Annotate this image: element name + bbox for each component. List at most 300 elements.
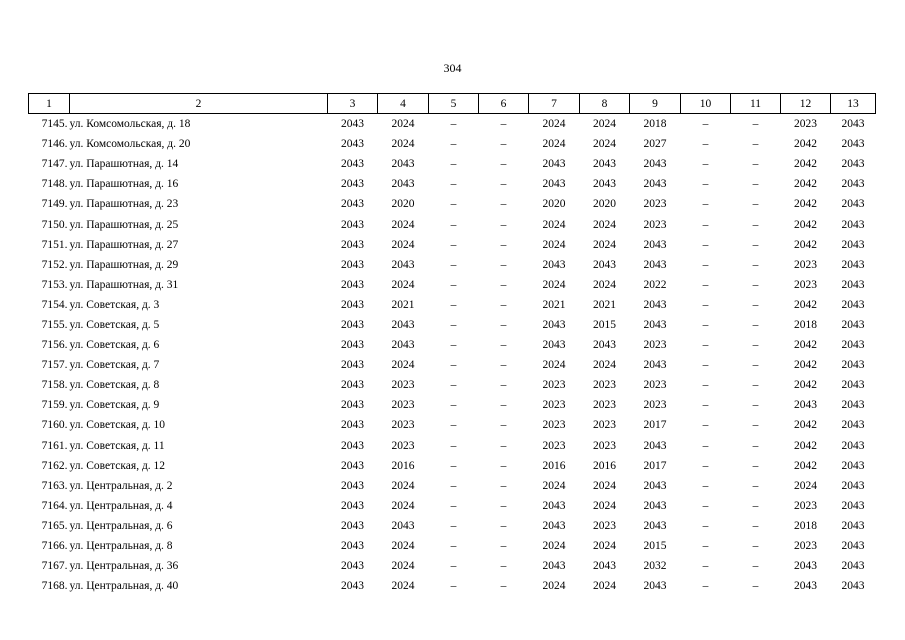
year-cell-col-9: 2043	[643, 178, 667, 191]
year-cell-col-6: –	[500, 439, 507, 452]
year-cell-col-5: –	[450, 298, 457, 311]
year-cell-col-12: 2042	[794, 238, 817, 251]
year-cell-col-3: 2043	[341, 560, 364, 573]
year-cell-col-11: –	[752, 379, 759, 392]
year-cell-col-11: –	[752, 540, 759, 553]
year-cell-col-8: 2023	[593, 379, 616, 392]
year-cell-col-8: 2024	[593, 479, 616, 492]
year-cell-col-8: 2021	[593, 298, 616, 311]
year-cell-col-11: –	[752, 499, 759, 512]
year-cell-col-10: –	[702, 318, 709, 331]
row-number: 7145.	[41, 118, 68, 131]
address-cell: ул. Парашютная, д. 14	[69, 158, 179, 171]
year-cell-col-5: –	[450, 218, 457, 231]
year-cell-col-3: 2043	[341, 238, 364, 251]
address-cell: ул. Центральная, д. 36	[69, 560, 179, 573]
year-cell-col-10: –	[702, 359, 709, 372]
address-cell: ул. Советская, д. 9	[69, 399, 160, 412]
year-cell-col-7: 2043	[542, 158, 566, 171]
year-cell-col-7: 2020	[542, 198, 566, 211]
year-cell-col-9: 2043	[643, 580, 667, 593]
year-cell-col-8: 2024	[593, 278, 616, 291]
year-cell-col-7: 2043	[542, 178, 566, 191]
year-cell-col-9: 2023	[643, 339, 667, 352]
year-cell-col-13: 2043	[841, 118, 865, 131]
row-number: 7150.	[41, 218, 68, 231]
table-row	[29, 576, 876, 596]
year-cell-col-6: –	[500, 258, 507, 271]
year-cell-col-12: 2023	[794, 278, 817, 291]
year-cell-col-13: 2043	[841, 399, 865, 412]
year-cell-col-3: 2043	[341, 218, 364, 231]
table-row	[29, 375, 876, 395]
column-header-2: 2	[70, 94, 328, 114]
table-row	[29, 214, 876, 234]
year-cell-col-13: 2043	[841, 459, 865, 472]
year-cell-col-13: 2043	[841, 198, 865, 211]
address-cell: ул. Центральная, д. 6	[69, 519, 173, 532]
year-cell-col-6: –	[500, 198, 507, 211]
address-cell: ул. Комсомольская, д. 20	[69, 138, 191, 151]
year-cell-col-6: –	[500, 158, 507, 171]
year-cell-col-4: 2043	[391, 339, 415, 352]
year-cell-col-5: –	[450, 479, 457, 492]
year-cell-col-4: 2023	[391, 439, 415, 452]
year-cell-col-9: 2043	[643, 359, 667, 372]
year-cell-col-7: 2023	[542, 439, 566, 452]
year-cell-col-12: 2042	[794, 379, 817, 392]
year-cell-col-11: –	[752, 218, 759, 231]
column-header-1: 1	[29, 94, 70, 114]
column-header-6: 6	[479, 94, 529, 114]
year-cell-col-4: 2024	[391, 278, 415, 291]
year-cell-col-9: 2015	[643, 540, 667, 553]
row-number: 7156.	[41, 339, 68, 352]
year-cell-col-9: 2027	[643, 138, 667, 151]
year-cell-col-3: 2043	[341, 439, 364, 452]
year-cell-col-8: 2043	[593, 258, 616, 271]
year-cell-col-11: –	[752, 459, 759, 472]
row-number: 7152.	[41, 258, 68, 271]
address-cell: ул. Парашютная, д. 23	[69, 198, 179, 211]
year-cell-col-13: 2043	[841, 419, 865, 432]
year-cell-col-13: 2043	[841, 258, 865, 271]
column-header-12: 12	[781, 94, 831, 114]
year-cell-col-10: –	[702, 118, 709, 131]
row-number: 7154.	[41, 298, 68, 311]
year-cell-col-3: 2043	[341, 399, 364, 412]
year-cell-col-12: 2023	[794, 258, 817, 271]
column-header-9: 9	[630, 94, 681, 114]
address-cell: ул. Советская, д. 8	[69, 379, 160, 392]
row-number: 7149.	[41, 198, 68, 211]
year-cell-col-4: 2024	[391, 118, 415, 131]
year-cell-col-4: 2024	[391, 359, 415, 372]
page-number: 304	[443, 61, 462, 75]
row-number: 7151.	[41, 238, 68, 251]
year-cell-col-4: 2016	[391, 459, 415, 472]
year-cell-col-3: 2043	[341, 178, 364, 191]
row-number: 7148.	[41, 178, 68, 191]
year-cell-col-12: 2018	[794, 519, 817, 532]
address-cell: ул. Парашютная, д. 27	[69, 238, 179, 251]
year-cell-col-9: 2043	[643, 479, 667, 492]
year-cell-col-11: –	[752, 439, 759, 452]
column-header-5: 5	[429, 94, 479, 114]
year-cell-col-6: –	[500, 499, 507, 512]
year-cell-col-8: 2043	[593, 560, 616, 573]
table-row	[29, 255, 876, 275]
year-cell-col-5: –	[450, 138, 457, 151]
year-cell-col-6: –	[500, 359, 507, 372]
year-cell-col-4: 2043	[391, 318, 415, 331]
year-cell-col-4: 2024	[391, 138, 415, 151]
address-cell: ул. Парашютная, д. 29	[69, 258, 179, 271]
year-cell-col-10: –	[702, 158, 709, 171]
year-cell-col-8: 2024	[593, 499, 616, 512]
address-cell: ул. Советская, д. 12	[69, 459, 166, 472]
year-cell-col-5: –	[450, 580, 457, 593]
year-cell-col-5: –	[450, 158, 457, 171]
year-cell-col-7: 2043	[542, 258, 566, 271]
year-cell-col-4: 2043	[391, 178, 415, 191]
year-cell-col-12: 2042	[794, 138, 817, 151]
year-cell-col-9: 2023	[643, 379, 667, 392]
year-cell-col-3: 2043	[341, 499, 364, 512]
year-cell-col-11: –	[752, 178, 759, 191]
table-row	[29, 415, 876, 435]
year-cell-col-6: –	[500, 479, 507, 492]
year-cell-col-4: 2024	[391, 560, 415, 573]
year-cell-col-11: –	[752, 118, 759, 131]
year-cell-col-12: 2043	[794, 399, 817, 412]
year-cell-col-8: 2043	[593, 339, 616, 352]
year-cell-col-3: 2043	[341, 339, 364, 352]
year-cell-col-12: 2023	[794, 118, 817, 131]
year-cell-col-3: 2043	[341, 519, 364, 532]
year-cell-col-7: 2043	[542, 318, 566, 331]
row-number: 7146.	[41, 138, 68, 151]
year-cell-col-8: 2043	[593, 158, 616, 171]
year-cell-col-7: 2016	[542, 459, 566, 472]
year-cell-col-8: 2023	[593, 419, 616, 432]
year-cell-col-7: 2023	[542, 399, 566, 412]
year-cell-col-3: 2043	[341, 419, 364, 432]
year-cell-col-4: 2023	[391, 379, 415, 392]
year-cell-col-5: –	[450, 459, 457, 472]
year-cell-col-9: 2043	[643, 519, 667, 532]
year-cell-col-3: 2043	[341, 138, 364, 151]
year-cell-col-9: 2023	[643, 399, 667, 412]
year-cell-col-9: 2017	[643, 459, 667, 472]
year-cell-col-10: –	[702, 339, 709, 352]
year-cell-col-13: 2043	[841, 439, 865, 452]
year-cell-col-11: –	[752, 238, 759, 251]
column-header-10: 10	[681, 94, 731, 114]
row-number: 7147.	[41, 158, 68, 171]
year-cell-col-8: 2024	[593, 359, 616, 372]
year-cell-col-11: –	[752, 479, 759, 492]
year-cell-col-5: –	[450, 258, 457, 271]
row-number: 7162.	[41, 459, 68, 472]
year-cell-col-9: 2043	[643, 158, 667, 171]
table-row	[29, 194, 876, 214]
year-cell-col-12: 2023	[794, 540, 817, 553]
table-row	[29, 436, 876, 456]
year-cell-col-8: 2016	[593, 459, 616, 472]
year-cell-col-9: 2023	[643, 198, 667, 211]
year-cell-col-10: –	[702, 479, 709, 492]
year-cell-col-9: 2023	[643, 218, 667, 231]
year-cell-col-7: 2023	[542, 419, 566, 432]
year-cell-col-13: 2043	[841, 359, 865, 372]
data-table	[28, 93, 876, 596]
year-cell-col-6: –	[500, 339, 507, 352]
year-cell-col-11: –	[752, 278, 759, 291]
year-cell-col-6: –	[500, 419, 507, 432]
table-row	[29, 556, 876, 576]
address-cell: ул. Центральная, д. 40	[69, 580, 179, 593]
year-cell-col-9: 2043	[643, 499, 667, 512]
year-cell-col-11: –	[752, 258, 759, 271]
year-cell-col-7: 2043	[542, 339, 566, 352]
row-number: 7155.	[41, 318, 68, 331]
year-cell-col-3: 2043	[341, 258, 364, 271]
year-cell-col-3: 2043	[341, 158, 364, 171]
row-number: 7161.	[41, 439, 68, 452]
year-cell-col-8: 2023	[593, 519, 616, 532]
year-cell-col-6: –	[500, 459, 507, 472]
year-cell-col-4: 2043	[391, 158, 415, 171]
column-header-3: 3	[328, 94, 378, 114]
year-cell-col-6: –	[500, 318, 507, 331]
year-cell-col-6: –	[500, 540, 507, 553]
year-cell-col-5: –	[450, 278, 457, 291]
year-cell-col-7: 2024	[542, 238, 566, 251]
year-cell-col-8: 2024	[593, 540, 616, 553]
row-number: 7167.	[41, 560, 68, 573]
year-cell-col-11: –	[752, 359, 759, 372]
table-row	[29, 295, 876, 315]
year-cell-col-7: 2024	[542, 580, 566, 593]
year-cell-col-13: 2043	[841, 318, 865, 331]
year-cell-col-12: 2024	[794, 479, 817, 492]
year-cell-col-6: –	[500, 178, 507, 191]
year-cell-col-3: 2043	[341, 459, 364, 472]
year-cell-col-10: –	[702, 218, 709, 231]
year-cell-col-7: 2023	[542, 379, 566, 392]
year-cell-col-13: 2043	[841, 138, 865, 151]
year-cell-col-11: –	[752, 198, 759, 211]
year-cell-col-9: 2017	[643, 419, 667, 432]
address-cell: ул. Парашютная, д. 25	[69, 218, 179, 231]
year-cell-col-7: 2043	[542, 560, 566, 573]
year-cell-col-5: –	[450, 238, 457, 251]
year-cell-col-9: 2043	[643, 258, 667, 271]
year-cell-col-5: –	[450, 399, 457, 412]
year-cell-col-5: –	[450, 379, 457, 392]
year-cell-col-3: 2043	[341, 298, 364, 311]
year-cell-col-10: –	[702, 459, 709, 472]
year-cell-col-6: –	[500, 519, 507, 532]
year-cell-col-6: –	[500, 298, 507, 311]
year-cell-col-11: –	[752, 560, 759, 573]
year-cell-col-10: –	[702, 580, 709, 593]
year-cell-col-13: 2043	[841, 560, 865, 573]
table-row	[29, 395, 876, 415]
year-cell-col-4: 2024	[391, 238, 415, 251]
year-cell-col-5: –	[450, 540, 457, 553]
year-cell-col-10: –	[702, 519, 709, 532]
year-cell-col-11: –	[752, 339, 759, 352]
year-cell-col-3: 2043	[341, 359, 364, 372]
address-cell: ул. Парашютная, д. 31	[69, 278, 179, 291]
address-cell: ул. Центральная, д. 4	[69, 499, 173, 512]
table-row	[29, 335, 876, 355]
year-cell-col-5: –	[450, 178, 457, 191]
year-cell-col-12: 2042	[794, 419, 817, 432]
year-cell-col-12: 2018	[794, 318, 817, 331]
address-cell: ул. Советская, д. 6	[69, 339, 160, 352]
year-cell-col-4: 2024	[391, 499, 415, 512]
year-cell-col-10: –	[702, 238, 709, 251]
year-cell-col-7: 2024	[542, 359, 566, 372]
address-cell: ул. Комсомольская, д. 18	[69, 118, 191, 131]
year-cell-col-4: 2024	[391, 540, 415, 553]
row-number: 7157.	[41, 359, 68, 372]
year-cell-col-10: –	[702, 298, 709, 311]
address-cell: ул. Советская, д. 10	[69, 419, 166, 432]
year-cell-col-7: 2024	[542, 278, 566, 291]
year-cell-col-7: 2024	[542, 118, 566, 131]
year-cell-col-6: –	[500, 238, 507, 251]
year-cell-col-11: –	[752, 298, 759, 311]
table-row	[29, 355, 876, 375]
year-cell-col-13: 2043	[841, 519, 865, 532]
year-cell-col-11: –	[752, 419, 759, 432]
year-cell-col-6: –	[500, 580, 507, 593]
year-cell-col-12: 2042	[794, 198, 817, 211]
year-cell-col-7: 2043	[542, 519, 566, 532]
year-cell-col-13: 2043	[841, 218, 865, 231]
year-cell-col-8: 2024	[593, 238, 616, 251]
table-row	[29, 235, 876, 255]
year-cell-col-3: 2043	[341, 118, 364, 131]
year-cell-col-5: –	[450, 499, 457, 512]
year-cell-col-8: 2015	[593, 318, 616, 331]
column-header-8: 8	[580, 94, 630, 114]
year-cell-col-10: –	[702, 499, 709, 512]
year-cell-col-7: 2021	[542, 298, 566, 311]
row-number: 7165.	[41, 519, 68, 532]
year-cell-col-6: –	[500, 218, 507, 231]
year-cell-col-8: 2020	[593, 198, 616, 211]
table-row	[29, 275, 876, 295]
address-cell: ул. Советская, д. 5	[69, 318, 160, 331]
address-cell: ул. Советская, д. 3	[69, 298, 160, 311]
table-body	[29, 114, 876, 597]
row-number: 7163.	[41, 479, 68, 492]
year-cell-col-4: 2023	[391, 419, 415, 432]
column-header-13: 13	[831, 94, 876, 114]
year-cell-col-5: –	[450, 560, 457, 573]
year-cell-col-11: –	[752, 519, 759, 532]
year-cell-col-4: 2024	[391, 218, 415, 231]
row-number: 7166.	[41, 540, 68, 553]
year-cell-col-13: 2043	[841, 298, 865, 311]
year-cell-col-7: 2043	[542, 499, 566, 512]
year-cell-col-12: 2042	[794, 439, 817, 452]
year-cell-col-7: 2024	[542, 540, 566, 553]
year-cell-col-9: 2043	[643, 238, 667, 251]
year-cell-col-10: –	[702, 278, 709, 291]
header-row	[29, 94, 876, 114]
column-header-7: 7	[529, 94, 580, 114]
row-number: 7159.	[41, 399, 68, 412]
year-cell-col-3: 2043	[341, 379, 364, 392]
year-cell-col-5: –	[450, 519, 457, 532]
year-cell-col-3: 2043	[341, 580, 364, 593]
year-cell-col-13: 2043	[841, 540, 865, 553]
table-row	[29, 134, 876, 154]
year-cell-col-13: 2043	[841, 278, 865, 291]
year-cell-col-10: –	[702, 540, 709, 553]
row-number: 7160.	[41, 419, 68, 432]
year-cell-col-10: –	[702, 439, 709, 452]
year-cell-col-10: –	[702, 178, 709, 191]
year-cell-col-11: –	[752, 138, 759, 151]
year-cell-col-3: 2043	[341, 479, 364, 492]
year-cell-col-8: 2024	[593, 138, 616, 151]
year-cell-col-5: –	[450, 318, 457, 331]
year-cell-col-3: 2043	[341, 278, 364, 291]
year-cell-col-12: 2043	[794, 560, 817, 573]
year-cell-col-11: –	[752, 399, 759, 412]
year-cell-col-11: –	[752, 318, 759, 331]
year-cell-col-6: –	[500, 118, 507, 131]
year-cell-col-5: –	[450, 419, 457, 432]
year-cell-col-4: 2043	[391, 519, 415, 532]
year-cell-col-10: –	[702, 419, 709, 432]
year-cell-col-12: 2042	[794, 158, 817, 171]
address-cell: ул. Парашютная, д. 16	[69, 178, 179, 191]
year-cell-col-13: 2043	[841, 339, 865, 352]
year-cell-col-9: 2032	[643, 560, 667, 573]
table-row	[29, 114, 876, 135]
year-cell-col-3: 2043	[341, 198, 364, 211]
table-row	[29, 456, 876, 476]
address-cell: ул. Советская, д. 11	[69, 439, 165, 452]
year-cell-col-12: 2042	[794, 298, 817, 311]
year-cell-col-10: –	[702, 138, 709, 151]
column-header-11: 11	[731, 94, 781, 114]
year-cell-col-6: –	[500, 379, 507, 392]
year-cell-col-9: 2022	[643, 278, 667, 291]
year-cell-col-8: 2023	[593, 439, 616, 452]
year-cell-col-8: 2024	[593, 580, 616, 593]
year-cell-col-4: 2043	[391, 258, 415, 271]
year-cell-col-6: –	[500, 399, 507, 412]
year-cell-col-5: –	[450, 359, 457, 372]
year-cell-col-9: 2043	[643, 439, 667, 452]
year-cell-col-4: 2023	[391, 399, 415, 412]
address-cell: ул. Центральная, д. 2	[69, 479, 173, 492]
year-cell-col-10: –	[702, 379, 709, 392]
table-row	[29, 536, 876, 556]
year-cell-col-10: –	[702, 560, 709, 573]
year-cell-col-10: –	[702, 258, 709, 271]
year-cell-col-10: –	[702, 399, 709, 412]
